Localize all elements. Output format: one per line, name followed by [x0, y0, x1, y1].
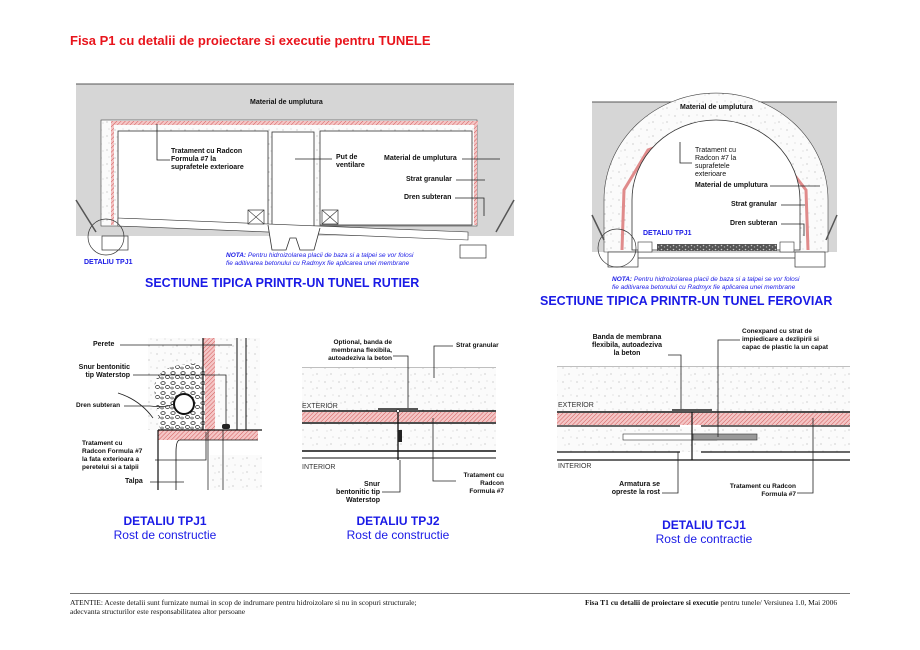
tpj1-treatment-line3: la fata exterioara a: [82, 456, 140, 463]
tcj1-interior-label: INTERIOR: [558, 463, 592, 470]
tpj1-waterstop-label: [70, 364, 130, 380]
tpj2-treatment-line1: Tratament cu: [463, 472, 504, 479]
tcj1-treatment-label: [716, 483, 796, 499]
road-treatment-line1: Tratament cu Radcon: [171, 148, 243, 155]
road-treatment-line2: Formula #7 la: [171, 156, 217, 163]
tpj1-treatment-label: [82, 440, 142, 472]
road-nota: [226, 252, 413, 268]
road-vent-line1: Put de: [336, 154, 358, 161]
tpj2-optional-line3: autoadeziva la beton: [328, 355, 392, 362]
tpj2-waterstop-line2: bentonitic tip: [336, 489, 380, 496]
rail-treatment-line3: suprafetele: [695, 163, 730, 170]
tpj2-subtitle: Rost de constructie: [346, 528, 450, 542]
tpj2-exterior-label: EXTERIOR: [302, 403, 338, 410]
tpj2-waterstop-line1: Snur: [364, 481, 380, 488]
tcj1-treatment-line2: Formula #7: [761, 491, 796, 498]
tpj2-waterstop-line3: Waterstop: [346, 497, 380, 504]
tpj1-footing-label: Talpa: [125, 478, 143, 485]
road-vent-line2: ventilare: [336, 162, 365, 169]
road-treatment-label: [171, 148, 244, 172]
tpj2-treatment-line2: Radcon: [480, 480, 504, 487]
rail-fill-top-label: Material de umplutura: [680, 104, 753, 111]
rail-treatment-label: [695, 147, 736, 179]
road-nota-line1: Pentru hidroizolarea placii de baza si a talpei se vor folosi: [246, 252, 414, 259]
footer-disclaimer: [70, 598, 417, 616]
tcj1-conexpand-label: [742, 328, 828, 352]
tcj1-exterior-label: EXTERIOR: [558, 402, 594, 409]
footer-disclaimer-line2: adecvanta structurilor este responsabilitatea altor persoane: [70, 607, 246, 616]
rail-detail-ref-label: DETALIU TPJ1: [643, 230, 692, 237]
tcj1-band-line3: la beton: [613, 350, 641, 357]
rail-treatment-line4: exterioare: [695, 171, 727, 178]
tpj2-treatment-label: [452, 472, 504, 496]
tpj1-wall-label: Perete: [93, 341, 115, 348]
road-nota-line2: fie aditivarea betonului cu Radmyx fie aplicarea unei membrane: [226, 260, 410, 267]
tcj1-band-label: [582, 334, 672, 358]
tcj1-rebar-label: [590, 481, 660, 497]
tcj1-rebar-line2: opreste la rost: [611, 489, 660, 496]
road-nota-prefix: NOTA:: [226, 252, 247, 259]
footer-divider: [70, 593, 850, 594]
tpj1-subtitle: Rost de constructie: [113, 528, 217, 542]
tpj1-waterstop-line2: tip Waterstop: [85, 372, 130, 379]
rail-granular-label: Strat granular: [731, 201, 777, 208]
rail-fill-side-label: Material de umplutura: [695, 182, 768, 189]
road-tunnel-title: SECTIUNE TIPICA PRINTR-UN TUNEL RUTIER: [145, 276, 420, 290]
road-drain-label: Dren subteran: [404, 194, 452, 201]
tcj1-conexpand-line3: capac de plastic la un capat: [742, 344, 828, 351]
rail-nota-line1: Pentru hidroizolarea placii de baza si a talpei se vor folosi: [632, 276, 800, 283]
rail-nota: [612, 276, 799, 292]
road-fill-side-label: Material de umplutura: [384, 155, 457, 162]
road-treatment-line3: suprafetele exterioare: [171, 164, 244, 171]
rail-nota-prefix: NOTA:: [612, 276, 633, 283]
tpj2-optional-line2: membrana flexibila,: [331, 347, 392, 354]
tpj2-waterstop-label: [320, 481, 380, 505]
rail-drain-label: Dren subteran: [730, 220, 778, 227]
road-vent-label: [336, 154, 365, 170]
road-detail-ref-label: DETALIU TPJ1: [84, 259, 133, 266]
tcj1-conexpand-line1: Conexpand cu strat de: [742, 328, 813, 335]
footer-disclaimer-line1: ATENTIE: Aceste detalii sunt furnizate numai in scop de indrumare pentru hidroizolare si nu in scopuri structurale;: [70, 598, 417, 607]
document-title: Fisa P1 cu detalii de proiectare si executie pentru TUNELE: [70, 33, 431, 48]
tcj1-title: DETALIU TCJ1: [662, 518, 746, 532]
rail-nota-line2: fie aditivarea betonului cu Radmyx fie aplicarea unei membrane: [612, 284, 796, 291]
tpj1-treatment-line2: Radcon Formula #7: [82, 448, 143, 455]
tpj1-waterstop-line1: Snur bentonitic: [78, 364, 130, 371]
tpj2-title: DETALIU TPJ2: [356, 514, 440, 528]
rail-treatment-line1: Tratament cu: [695, 147, 736, 154]
rail-tunnel-title: SECTIUNE TIPICA PRINTR-UN TUNEL FEROVIAR: [540, 294, 833, 308]
footer-doc-ref: [585, 598, 837, 607]
tcj1-rebar-line1: Armatura se: [619, 481, 660, 488]
tpj1-treatment-line1: Tratament cu: [82, 440, 123, 447]
tpj2-treatment-line3: Formula #7: [469, 488, 504, 495]
tcj1-band-line1: Banda de membrana: [592, 334, 662, 341]
road-granular-label: Strat granular: [406, 176, 452, 183]
tpj2-optional-label: [310, 339, 392, 363]
footer-doc-ref-rest: pentru tunele/ Versiunea 1.0, Mai 2006: [718, 598, 838, 607]
tcj1-band-line2: flexibila, autoadeziva: [591, 342, 663, 349]
tpj2-interior-label: INTERIOR: [302, 464, 336, 471]
tpj2-granular-label: Strat granular: [456, 342, 499, 349]
road-fill-top-label: Material de umplutura: [250, 99, 323, 106]
tpj1-drain-label: Dren subteran: [76, 402, 121, 409]
tcj1-subtitle: Rost de contractie: [655, 532, 753, 546]
tcj1-conexpand-line2: impiedicare a dezlipirii si: [742, 336, 819, 343]
tpj2-optional-line1: Optional, banda de: [333, 339, 392, 346]
footer-doc-ref-bold: Fisa T1 cu detalii de proiectare si executie: [585, 598, 719, 607]
rail-treatment-line2: Radcon #7 la: [695, 155, 737, 162]
tcj1-treatment-line1: Tratament cu Radcon: [729, 483, 796, 490]
tpj1-treatment-line4: peretelui si a talpii: [82, 464, 139, 471]
tpj1-title: DETALIU TPJ1: [123, 514, 207, 528]
